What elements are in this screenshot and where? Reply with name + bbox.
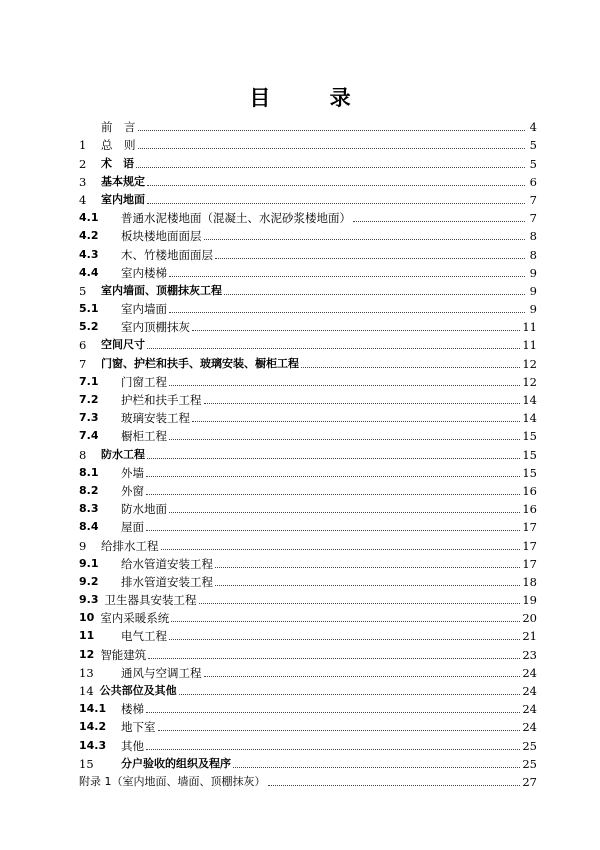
toc-entry-page: 27 bbox=[522, 774, 537, 789]
toc-entry-page: 25 bbox=[522, 738, 537, 753]
toc-entry-label: 给水管道安装工程 bbox=[121, 556, 213, 571]
toc-entry-page: 7 bbox=[529, 211, 537, 226]
toc-dot-leader bbox=[148, 657, 520, 659]
toc-dot-leader bbox=[268, 784, 521, 786]
toc-dot-leader bbox=[161, 548, 521, 550]
toc-entry[interactable] bbox=[79, 152, 537, 170]
toc-entry-number: 8.1 bbox=[79, 465, 99, 479]
toc-entry[interactable] bbox=[79, 462, 537, 480]
toc-entry-number: 5.2 bbox=[79, 320, 99, 334]
toc-entry[interactable] bbox=[79, 352, 537, 370]
toc-entry[interactable] bbox=[79, 607, 537, 625]
toc-entry[interactable] bbox=[79, 280, 537, 298]
toc-entry-label: 外墙 bbox=[121, 465, 144, 480]
toc-entry[interactable] bbox=[79, 225, 537, 243]
toc-entry-page: 9 bbox=[529, 265, 537, 280]
toc-entry-label: 总 则 bbox=[101, 138, 136, 153]
toc-entry-label: 空间尺寸 bbox=[101, 338, 145, 352]
toc-entry[interactable] bbox=[79, 589, 537, 607]
toc-dot-leader bbox=[192, 420, 520, 422]
toc-entry-page: 8 bbox=[529, 229, 537, 244]
toc-entry-number: 4.1 bbox=[79, 211, 99, 225]
toc-dot-leader bbox=[224, 293, 525, 295]
toc-dot-leader bbox=[199, 602, 521, 604]
toc-entry-label: 室内采暖系统 bbox=[100, 611, 170, 626]
toc-entry-label: 地下室 bbox=[121, 720, 156, 735]
toc-entry-label: 防水地面 bbox=[121, 502, 167, 517]
toc-dot-leader bbox=[233, 766, 520, 768]
toc-entry[interactable] bbox=[79, 625, 537, 643]
toc-dot-leader bbox=[146, 475, 520, 477]
toc-entry[interactable] bbox=[79, 643, 537, 661]
toc-entry-number: 5.1 bbox=[79, 302, 99, 316]
toc-dot-leader bbox=[169, 311, 525, 313]
toc-entry-page: 14 bbox=[522, 411, 537, 426]
toc-entry[interactable] bbox=[79, 134, 537, 152]
toc-dot-leader bbox=[136, 166, 525, 168]
toc-entry[interactable] bbox=[79, 698, 537, 716]
toc-entry-label: 楼梯 bbox=[121, 702, 144, 717]
toc-entry-number: 7.3 bbox=[79, 411, 99, 425]
toc-entry-label: 术 语 bbox=[101, 156, 134, 170]
toc-entry-page: 24 bbox=[522, 684, 537, 698]
toc-entry-page: 17 bbox=[522, 538, 537, 553]
toc-entry-number: 8.3 bbox=[79, 502, 99, 516]
toc-entry-number: 7.1 bbox=[79, 374, 99, 388]
toc-entry-number: 3 bbox=[79, 174, 87, 189]
toc-entry-label: 护栏和扶手工程 bbox=[121, 393, 202, 407]
toc-entry-page: 15 bbox=[522, 447, 537, 462]
toc-entry-page: 24 bbox=[522, 702, 537, 717]
toc-entry-page: 7 bbox=[529, 192, 537, 207]
toc-entry-number: 14.1 bbox=[79, 702, 107, 716]
toc-entry[interactable] bbox=[79, 498, 537, 516]
toc-entry[interactable] bbox=[79, 443, 537, 461]
toc-entry-page: 17 bbox=[522, 556, 537, 571]
toc-entry-number: 4.3 bbox=[79, 247, 99, 261]
toc-entry-number: 8 bbox=[79, 447, 87, 462]
toc-dot-leader bbox=[179, 693, 521, 695]
toc-dot-leader bbox=[146, 529, 520, 531]
toc-entry[interactable] bbox=[79, 571, 537, 589]
toc-entry-number: 4 bbox=[79, 192, 87, 207]
toc-entry-label: 室内墙面、顶棚抹灰工程 bbox=[101, 283, 222, 297]
toc-dot-leader bbox=[146, 493, 520, 495]
toc-dot-leader bbox=[138, 129, 526, 131]
toc-entry-number: 8.2 bbox=[79, 483, 99, 497]
toc-entry-page: 5 bbox=[529, 138, 537, 153]
toc-entry-label: 室内地面 bbox=[101, 192, 145, 206]
toc-dot-leader bbox=[192, 329, 520, 331]
toc-entry-label: 排水管道安装工程 bbox=[121, 574, 213, 589]
toc-entry-number: 12 bbox=[79, 647, 95, 661]
toc-entry-label: 给排水工程 bbox=[101, 538, 159, 553]
toc-entry-number: 14.2 bbox=[79, 720, 107, 734]
toc-entry-number: 9.3 bbox=[79, 593, 99, 607]
toc-entry[interactable] bbox=[79, 480, 537, 498]
toc-entry-page: 21 bbox=[522, 629, 537, 644]
toc-dot-leader bbox=[146, 711, 520, 713]
toc-entry-number: 9.1 bbox=[79, 556, 99, 570]
toc-entry[interactable] bbox=[79, 116, 537, 134]
toc-entry-page: 18 bbox=[522, 574, 537, 589]
toc-entry-page: 24 bbox=[522, 720, 537, 735]
toc-entry-label: 普通水泥楼地面（混凝土、水泥砂浆楼地面） bbox=[121, 211, 351, 226]
toc-entry-number: 4.2 bbox=[79, 229, 99, 243]
toc-entry[interactable] bbox=[79, 771, 537, 789]
toc-entry[interactable] bbox=[79, 316, 537, 334]
toc-entry-page: 23 bbox=[522, 647, 537, 662]
toc-dot-leader bbox=[158, 729, 521, 731]
toc-entry-page: 14 bbox=[522, 393, 537, 407]
toc-entry-number: 10 bbox=[79, 611, 95, 625]
toc-dot-leader bbox=[215, 584, 520, 586]
toc-entry-label: 其他 bbox=[121, 738, 144, 753]
toc-entry[interactable] bbox=[79, 189, 537, 207]
toc-entry-label: 电气工程 bbox=[121, 629, 167, 644]
toc-entry-number: 9.2 bbox=[79, 574, 99, 588]
toc-entry-label: 木、竹楼地面面层 bbox=[121, 247, 213, 262]
toc-entry-label: 室内顶棚抹灰 bbox=[121, 320, 190, 335]
toc-entry-page: 15 bbox=[522, 429, 537, 444]
table-of-contents bbox=[79, 116, 537, 789]
toc-entry-number: 7.2 bbox=[79, 393, 99, 406]
toc-entry-label: 附录 1（室内地面、墙面、顶棚抹灰） bbox=[79, 774, 266, 788]
toc-entry-page: 6 bbox=[529, 174, 537, 189]
toc-entry-page: 11 bbox=[522, 320, 537, 335]
toc-entry-number: 4.4 bbox=[79, 265, 99, 279]
toc-entry[interactable] bbox=[79, 734, 537, 752]
toc-entry-label: 卫生器具安装工程 bbox=[104, 593, 197, 608]
toc-entry-page: 8 bbox=[529, 247, 537, 262]
toc-entry-number: 7 bbox=[79, 356, 87, 371]
toc-entry-number: 2 bbox=[79, 156, 87, 171]
toc-dot-leader bbox=[171, 620, 520, 622]
toc-entry-number: 1 bbox=[79, 138, 87, 153]
toc-entry[interactable] bbox=[79, 516, 537, 534]
toc-entry-page: 9 bbox=[529, 283, 537, 298]
toc-entry-page: 20 bbox=[522, 611, 537, 626]
toc-entry-page: 12 bbox=[522, 374, 537, 389]
toc-entry-label: 通风与空调工程 bbox=[121, 665, 202, 680]
toc-entry-label: 智能建筑 bbox=[100, 647, 147, 662]
toc-entry-label: 室内墙面 bbox=[121, 302, 167, 317]
toc-entry-page: 25 bbox=[522, 756, 537, 771]
toc-entry[interactable] bbox=[79, 262, 537, 280]
toc-entry-label: 玻璃安装工程 bbox=[121, 411, 190, 426]
toc-dot-leader bbox=[215, 566, 520, 568]
toc-entry-label: 防水工程 bbox=[101, 447, 145, 461]
toc-entry-page: 5 bbox=[529, 156, 537, 171]
toc-entry-number: 9 bbox=[79, 538, 87, 553]
toc-entry[interactable] bbox=[79, 425, 537, 443]
toc-entry-page: 24 bbox=[522, 665, 537, 680]
toc-entry[interactable] bbox=[79, 407, 537, 425]
toc-dot-leader bbox=[169, 275, 525, 277]
toc-entry-number: 6 bbox=[79, 338, 87, 353]
toc-dot-leader bbox=[215, 257, 525, 259]
toc-entry-label: 室内楼梯 bbox=[121, 265, 167, 280]
toc-entry-page: 16 bbox=[522, 483, 537, 498]
toc-dot-leader bbox=[204, 402, 521, 404]
toc-entry-label: 基本规定 bbox=[101, 174, 145, 188]
toc-dot-leader bbox=[146, 748, 520, 750]
toc-dot-leader bbox=[147, 202, 525, 204]
toc-dot-leader bbox=[147, 184, 525, 186]
toc-entry[interactable] bbox=[79, 298, 537, 316]
toc-entry[interactable] bbox=[79, 553, 537, 571]
toc-entry-label: 橱柜工程 bbox=[121, 429, 167, 444]
toc-dot-leader bbox=[204, 238, 526, 240]
toc-entry-number: 5 bbox=[79, 283, 87, 298]
toc-entry-number: 14.3 bbox=[79, 738, 107, 752]
toc-dot-leader bbox=[169, 438, 520, 440]
toc-dot-leader bbox=[147, 347, 520, 349]
toc-entry[interactable] bbox=[79, 534, 537, 552]
toc-entry-number: 7.4 bbox=[79, 429, 99, 443]
toc-entry-page: 12 bbox=[522, 356, 537, 371]
toc-entry-number: 14 bbox=[79, 684, 94, 698]
toc-entry[interactable] bbox=[79, 207, 537, 225]
toc-dot-leader bbox=[353, 220, 525, 222]
toc-dot-leader bbox=[138, 147, 526, 149]
toc-entry[interactable] bbox=[79, 371, 537, 389]
toc-entry[interactable] bbox=[79, 662, 537, 680]
toc-entry-label: 分户验收的组织及程序 bbox=[121, 756, 231, 770]
toc-entry-page: 15 bbox=[522, 465, 537, 480]
toc-entry[interactable] bbox=[79, 680, 537, 698]
toc-entry-number: 8.4 bbox=[79, 520, 99, 534]
toc-dot-leader bbox=[204, 675, 521, 677]
toc-entry-label: 外窗 bbox=[121, 483, 144, 498]
toc-dot-leader bbox=[169, 511, 520, 513]
toc-entry-label: 前 言 bbox=[101, 120, 136, 135]
toc-entry-label: 公共部位及其他 bbox=[99, 684, 177, 697]
toc-entry-number: 13 bbox=[79, 665, 94, 680]
toc-entry[interactable] bbox=[79, 389, 537, 407]
toc-entry-page: 4 bbox=[529, 120, 537, 135]
toc-entry-page: 17 bbox=[522, 520, 537, 535]
toc-entry-label: 板块楼地面面层 bbox=[121, 229, 202, 244]
page-title: 目 录 bbox=[249, 86, 377, 110]
toc-entry-label: 屋面 bbox=[121, 520, 144, 535]
toc-entry-label: 门窗工程 bbox=[121, 374, 167, 389]
toc-dot-leader bbox=[301, 366, 520, 368]
toc-entry-label: 门窗、护栏和扶手、玻璃安装、橱柜工程 bbox=[101, 356, 299, 370]
toc-entry-page: 11 bbox=[522, 338, 537, 353]
toc-entry-page: 9 bbox=[529, 302, 537, 317]
toc-entry[interactable] bbox=[79, 716, 537, 734]
toc-dot-leader bbox=[169, 638, 520, 640]
toc-entry[interactable] bbox=[79, 243, 537, 261]
toc-dot-leader bbox=[169, 384, 520, 386]
toc-entry[interactable] bbox=[79, 171, 537, 189]
toc-entry-page: 19 bbox=[522, 593, 537, 608]
toc-entry-number: 15 bbox=[79, 756, 94, 771]
toc-dot-leader bbox=[147, 457, 520, 459]
toc-entry-number: 11 bbox=[79, 629, 95, 643]
toc-entry[interactable] bbox=[79, 334, 537, 352]
toc-entry-page: 16 bbox=[522, 502, 537, 517]
toc-entry[interactable] bbox=[79, 753, 537, 771]
